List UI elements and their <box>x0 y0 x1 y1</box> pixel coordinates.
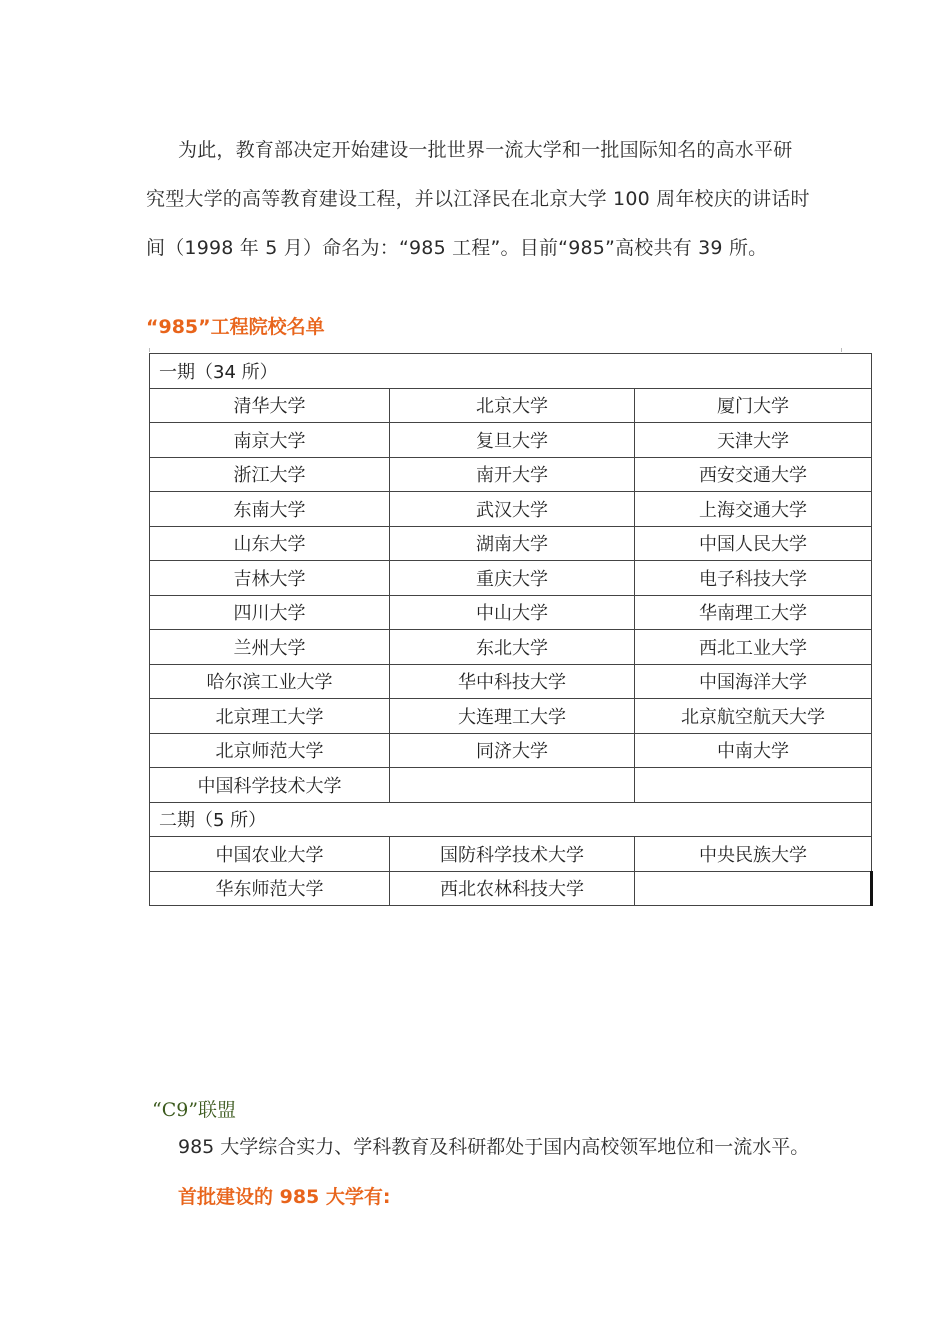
table-row <box>150 630 872 665</box>
table-row <box>150 664 872 699</box>
school-cell: 东南大学 <box>150 492 390 527</box>
school-cell: 哈尔滨工业大学 <box>150 664 390 699</box>
school-cell: 复旦大学 <box>390 423 635 458</box>
school-list-body <box>150 354 872 906</box>
table-row <box>150 595 872 630</box>
table-row <box>150 768 872 803</box>
school-cell: 华南理工大学 <box>635 595 872 630</box>
school-cell: 中南大学 <box>635 733 872 768</box>
school-cell: 大连理工大学 <box>390 699 635 734</box>
school-cell: 东北大学 <box>390 630 635 665</box>
school-cell <box>390 768 635 803</box>
school-cell: 南京大学 <box>150 423 390 458</box>
list-heading: “985”工程院校名单 <box>146 316 325 338</box>
school-cell: 中国农业大学 <box>150 837 390 872</box>
intro-paragraph <box>146 126 826 273</box>
table-row <box>150 457 872 492</box>
table-row <box>150 492 872 527</box>
school-cell: 武汉大学 <box>390 492 635 527</box>
school-cell: 中国海洋大学 <box>635 664 872 699</box>
c9-title: “C9”联盟 <box>152 1099 237 1121</box>
school-cell: 西北工业大学 <box>635 630 872 665</box>
school-cell: 上海交通大学 <box>635 492 872 527</box>
phase-1-label: 一期（34 所） <box>150 354 872 389</box>
table-row <box>150 388 872 423</box>
school-cell: 吉林大学 <box>150 561 390 596</box>
school-cell: 北京理工大学 <box>150 699 390 734</box>
table-row <box>150 837 872 872</box>
school-list-table <box>149 353 873 906</box>
intro-line-2: 究型大学的高等教育建设工程，并以江泽民在北京大学 100 周年校庆的讲话时 <box>146 188 810 210</box>
table-corner-mark-left <box>149 348 150 352</box>
school-cell: 四川大学 <box>150 595 390 630</box>
school-cell: 清华大学 <box>150 388 390 423</box>
school-cell: 南开大学 <box>390 457 635 492</box>
phase-row <box>150 802 872 837</box>
table-row <box>150 423 872 458</box>
phase-2-label: 二期（5 所） <box>150 802 872 837</box>
school-cell: 中国人民大学 <box>635 526 872 561</box>
school-cell: 中央民族大学 <box>635 837 872 872</box>
school-cell: 厦门大学 <box>635 388 872 423</box>
school-cell: 中山大学 <box>390 595 635 630</box>
school-cell: 天津大学 <box>635 423 872 458</box>
school-cell: 国防科学技术大学 <box>390 837 635 872</box>
school-cell: 北京大学 <box>390 388 635 423</box>
school-cell: 西安交通大学 <box>635 457 872 492</box>
school-cell: 电子科技大学 <box>635 561 872 596</box>
school-cell <box>635 768 872 803</box>
school-cell: 华中科技大学 <box>390 664 635 699</box>
table-row <box>150 699 872 734</box>
school-cell: 同济大学 <box>390 733 635 768</box>
table-row <box>150 733 872 768</box>
table-corner-mark-right <box>841 348 842 352</box>
table-row <box>150 561 872 596</box>
school-cell: 中国科学技术大学 <box>150 768 390 803</box>
intro-line-1: 为此，教育部决定开始建设一批世界一流大学和一批国际知名的高水平研 <box>178 139 793 161</box>
school-cell: 北京航空航天大学 <box>635 699 872 734</box>
school-cell: 兰州大学 <box>150 630 390 665</box>
c9-description: 985 大学综合实力、学科教育及科研都处于国内高校领军地位和一流水平。 <box>178 1136 810 1158</box>
school-list-table-wrap <box>149 353 871 906</box>
intro-line-3: 间（1998 年 5 月）命名为：“985 工程”。目前“985”高校共有 39 所。 <box>146 237 768 259</box>
table-row <box>150 526 872 561</box>
table-row <box>150 871 872 906</box>
school-cell <box>635 871 872 906</box>
school-cell: 浙江大学 <box>150 457 390 492</box>
first-batch-heading: 首批建设的 985 大学有: <box>178 1186 391 1208</box>
school-cell: 西北农林科技大学 <box>390 871 635 906</box>
school-cell: 山东大学 <box>150 526 390 561</box>
school-cell: 北京师范大学 <box>150 733 390 768</box>
school-cell: 重庆大学 <box>390 561 635 596</box>
school-cell: 华东师范大学 <box>150 871 390 906</box>
phase-row <box>150 354 872 389</box>
school-cell: 湖南大学 <box>390 526 635 561</box>
